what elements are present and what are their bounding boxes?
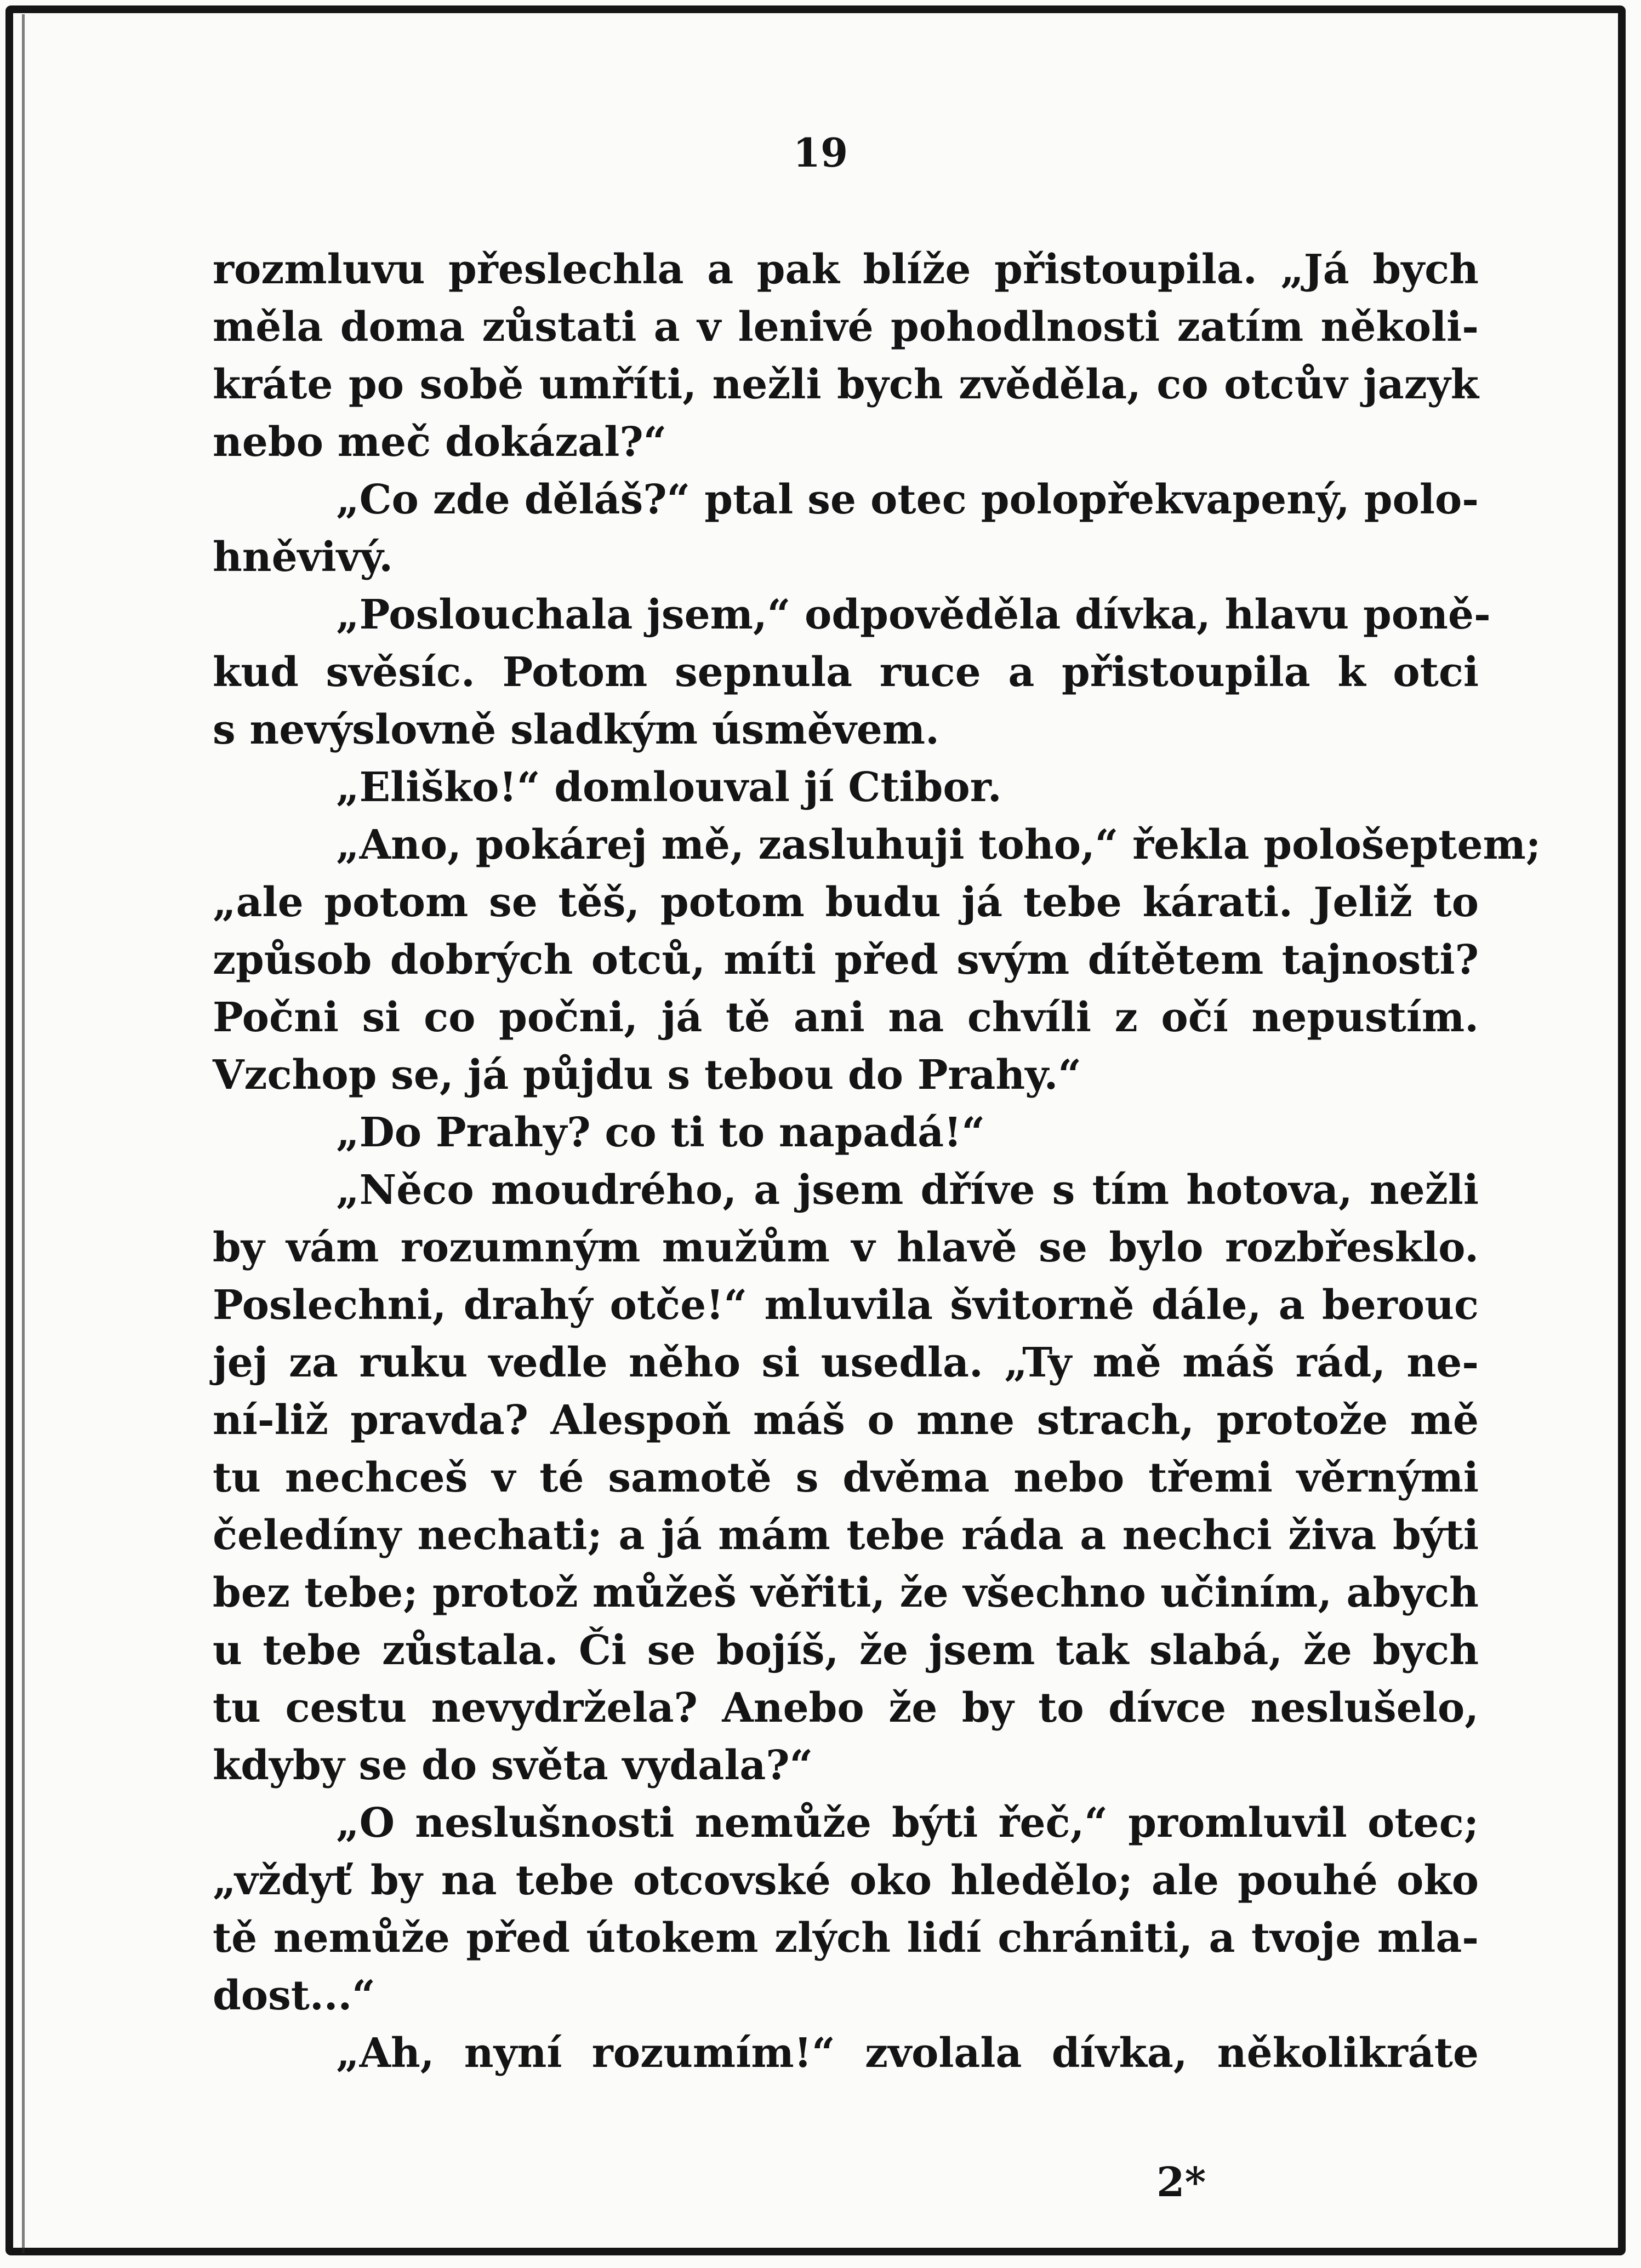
body-text [213,241,1541,2082]
text-line: Poslechni, drahý otče!“ mluvila švitorně dále, a berouc [213,1282,1479,1329]
text-line: kráte po sobě umříti, nežli bych zvěděla, co otcův jazyk [213,361,1479,408]
text-line: kdyby se do světa vydala?“ [213,1742,813,1789]
text-line: čeledíny nechati; a já mám tebe ráda a nechci živa býti [213,1512,1479,1559]
text-line: tě nemůže před útokem zlých lidí chrániti, a tvoje mla- [213,1915,1479,1962]
text-line: u tebe zůstala. Či se bojíš, že jsem tak slabá, že bych [213,1627,1479,1674]
text-line: dost...“ [213,1972,375,2019]
signature-mark: 2* [1156,2159,1206,2206]
text-line: „O neslušnosti nemůže býti řeč,“ promluvil otec; [336,1799,1479,1847]
text-line: „Ah, nyní rozumím!“ zvolala dívka, několikráte [336,2030,1479,2077]
text-line: „vždyť by na tebe otcovské oko hledělo; ale pouhé oko [213,1857,1479,1904]
text-line: „ale potom se těš, potom budu já tebe kárati. Jeliž to [213,879,1479,926]
text-line: hněvivý. [213,534,394,581]
text-line: by vám rozumným mužům v hlavě se bylo rozbřesklo. [213,1224,1479,1271]
text-line: „Ano, pokárej mě, zasluhuji toho,“ řekla pološeptem; [336,821,1541,869]
text-line: „Co zde děláš?“ ptal se otec polopřekvapený, polo- [336,476,1479,523]
text-line: ní-liž pravda? Alespoň máš o mne strach, protože mě [213,1397,1479,1444]
text-line: kud svěsíc. Potom sepnula ruce a přistoupila k otci [213,649,1479,696]
text-line: měla doma zůstati a v lenivé pohodlnosti zatím několi- [213,304,1479,351]
text-line: „Do Prahy? co ti to napadá!“ [336,1109,985,1156]
text-line: tu nechceš v té samotě s dvěma nebo třemi věrnými [213,1454,1479,1501]
text-line: „Poslouchala jsem,“ odpověděla dívka, hlavu poně- [336,591,1491,638]
text-line: „Něco moudrého, a jsem dříve s tím hotova, nežli [336,1167,1479,1214]
text-line: „Eliško!“ domlouval jí Ctibor. [336,764,1002,811]
text-line: s nevýslovně sladkým úsměvem. [213,706,939,753]
page-number: 19 [793,129,848,176]
text-line: Počni si co počni, já tě ani na chvíli z očí nepustím. [213,994,1479,1041]
text-line: rozmluvu přeslechla a pak blíže přistoupila. „Já bych [213,246,1479,293]
text-line: Vzchop se, já půjdu s tebou do Prahy.“ [213,1052,1081,1099]
text-line: způsob dobrých otců, míti před svým dítětem tajnosti? [213,936,1479,984]
text-line: nebo meč dokázal?“ [213,419,667,466]
text-line: bez tebe; protož můžeš věřiti, že všechno učiním, abych [213,1569,1479,1616]
text-line: jej za ruku vedle něho si usedla. „Ty mě máš rád, ne- [213,1339,1479,1386]
text-line: tu cestu nevydržela? Anebo že by to dívce neslušelo, [213,1684,1479,1732]
